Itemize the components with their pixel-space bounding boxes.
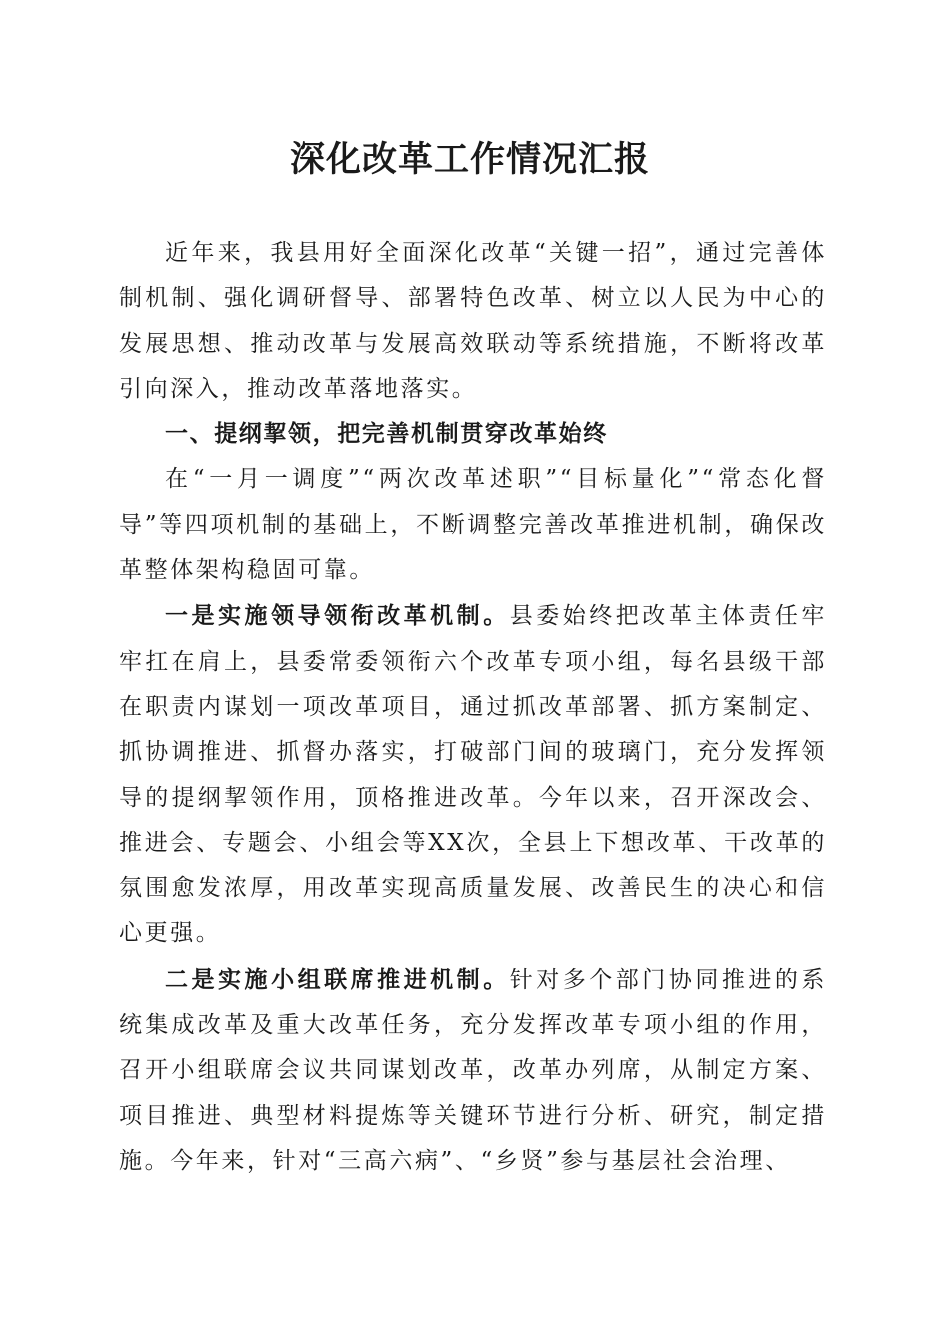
- item-paragraph-2: [119, 957, 827, 1184]
- section-heading: 一、提纲挈领，把完善机制贯穿改革始终: [165, 421, 608, 448]
- item-text-1: 县委始终把改革主体责任牢牢扛在肩上，县委常委领衔六个改革专项小组，每名县级干部在职责内谋划一项改革项目，通过抓改革部署、抓方案制定、抓协调推进、抓督办落实，打破部门间的玻璃门，充分发挥领导的提纲挈领作用，顶格推进改革。今年以来，召开深改会、推进会、专题会、小组会等XX次，全县上下想改革、干改革的氛围愈发浓厚，用改革实现高质量发展、改善民生的决心和信心更强。: [119, 603, 827, 947]
- item-lead-2: 二是实施小组联席推进机制。: [165, 965, 510, 993]
- document-title: 深化改革工作情况汇报: [289, 139, 650, 180]
- item-paragraph-1: [119, 593, 827, 956]
- document-body: [119, 231, 827, 1184]
- intro-paragraph: 近年来，我县用好全面深化改革“关键一招”，通过完善体制机制、强化调研督导、部署特色改革、树立以人民为中心的发展思想、推动改革与发展高效联动等系统措施，不断将改革引向深入，推动改革落地落实。: [119, 240, 827, 402]
- section-intro-paragraph: 在“一月一调度”“两次改革述职”“目标量化”“常态化督导”等四项机制的基础上，不断调整完善改革推进机制，确保改革整体架构稳固可靠。: [119, 466, 827, 584]
- item-lead-1: 一是实施领导领衔改革机制。: [165, 602, 510, 630]
- item-text-2: 针对多个部门协同推进的系统集成改革及重大改革任务，充分发挥改革专项小组的作用，召开小组联席会议共同谋划改革，改革办列席，从制定方案、项目推进、典型材料提炼等关键环节进行分析、研究，制定措施。今年来，针对“三高六病”、“乡贤”参与基层社会治理、: [119, 966, 827, 1174]
